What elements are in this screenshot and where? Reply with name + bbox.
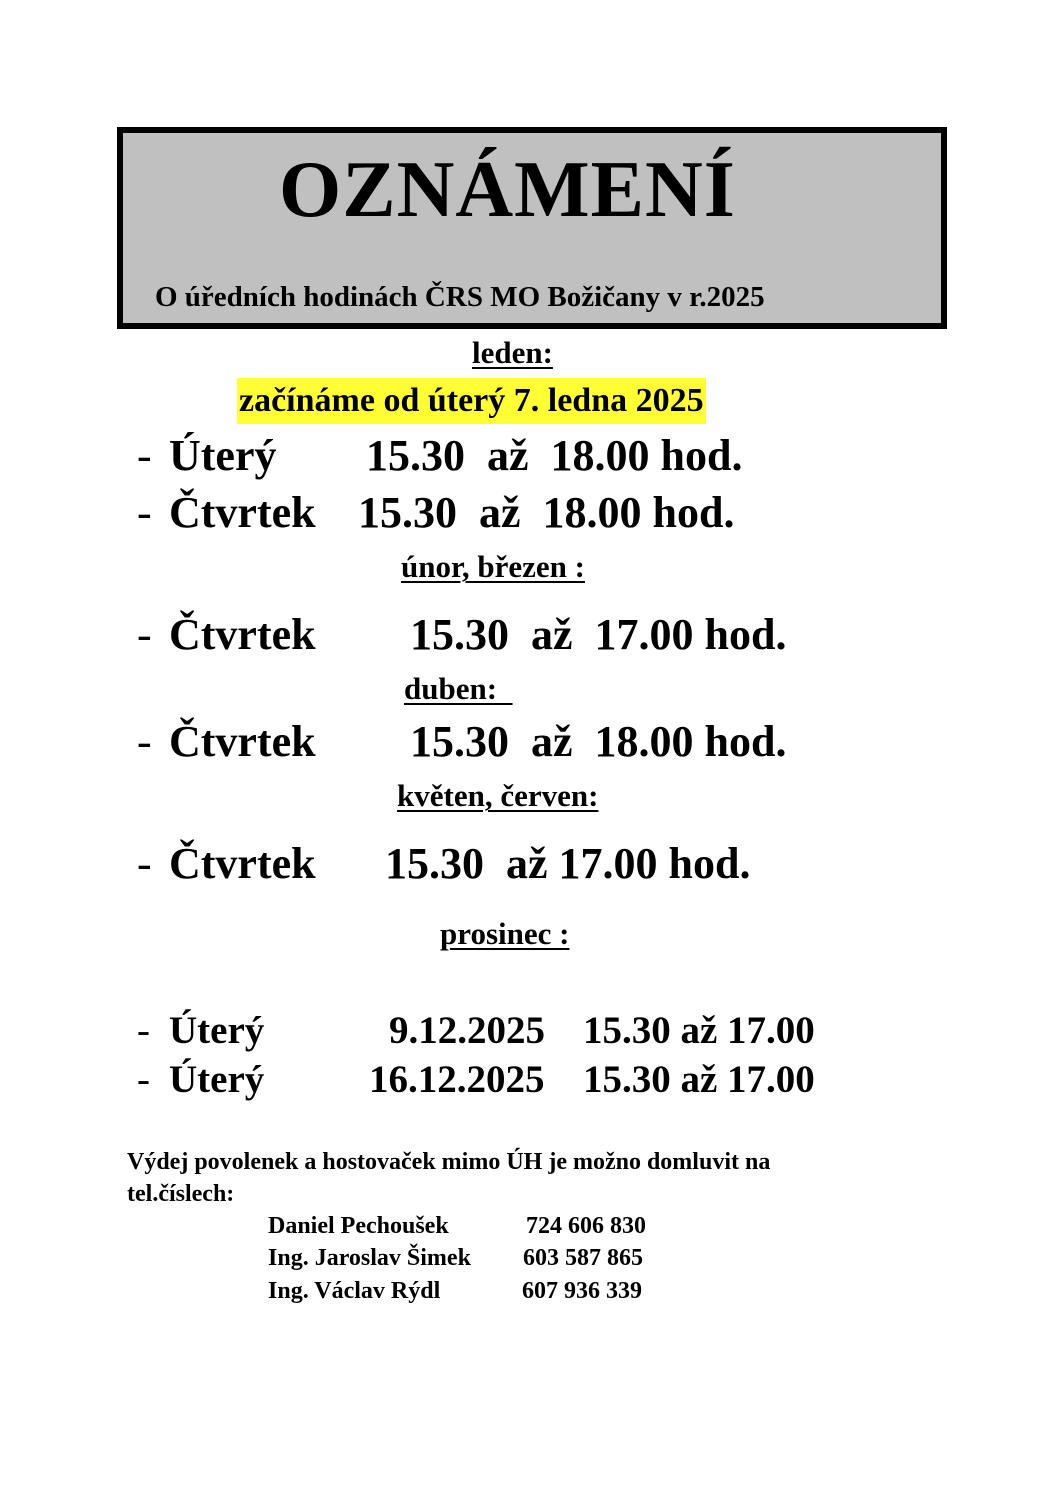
contact-name: Daniel Pechoušek [268,1213,449,1239]
row-time: 15.30 až 18.00 hod. [366,431,743,480]
contact-name: Ing. Václav Rýdl [268,1278,441,1304]
footer-note-line: Výdej povolenek a hostovaček mimo ÚH je možno domluvit na [127,1149,771,1175]
row-date: 9.12.2025 [389,1009,545,1052]
row-day: Čtvrtek [169,839,316,888]
contact-name: Ing. Jaroslav Šimek [268,1245,471,1271]
row-dash: - [137,488,152,537]
row-day: Čtvrtek [169,488,316,537]
row-day: Úterý [169,1058,265,1101]
row-day: Úterý [169,431,277,480]
page-title: OZNÁMENÍ [279,146,736,234]
contact-phone: 607 936 339 [522,1278,642,1304]
row-time: 15.30 až 18.00 hod. [358,488,735,537]
row-day: Čtvrtek [169,610,316,659]
month-heading-unor-brezen: únor, březen : [401,549,585,584]
month-heading-duben: duben: [404,671,513,706]
row-dash: - [137,1009,150,1052]
row-dash: - [137,431,152,480]
row-time: 15.30 až 17.00 hod. [385,839,751,888]
contact-phone: 603 587 865 [523,1245,643,1271]
row-dash: - [137,717,152,766]
row-time: 15.30 až 17.00 [583,1058,815,1101]
row-dash: - [137,610,152,659]
row-day: Čtvrtek [169,717,316,766]
footer-note-line: tel.číslech: [127,1181,235,1207]
month-heading-kveten-cerven: květen, červen: [397,778,599,813]
row-time: 15.30 až 18.00 hod. [410,717,787,766]
page-subtitle: O úředních hodinách ČRS MO Božičany v r.2025 [155,281,765,313]
row-dash: - [137,839,152,888]
row-date: 16.12.2025 [369,1058,545,1101]
row-dash: - [137,1058,150,1101]
row-time: 15.30 až 17.00 [583,1009,815,1052]
row-day: Úterý [169,1009,265,1052]
contact-phone: 724 606 830 [526,1213,646,1239]
row-time: 15.30 až 17.00 hod. [410,610,787,659]
month-heading-prosinec: prosinec : [440,916,570,951]
start-highlight: začínáme od úterý 7. ledna 2025 [237,378,706,424]
month-heading-leden: leden: [472,335,553,370]
